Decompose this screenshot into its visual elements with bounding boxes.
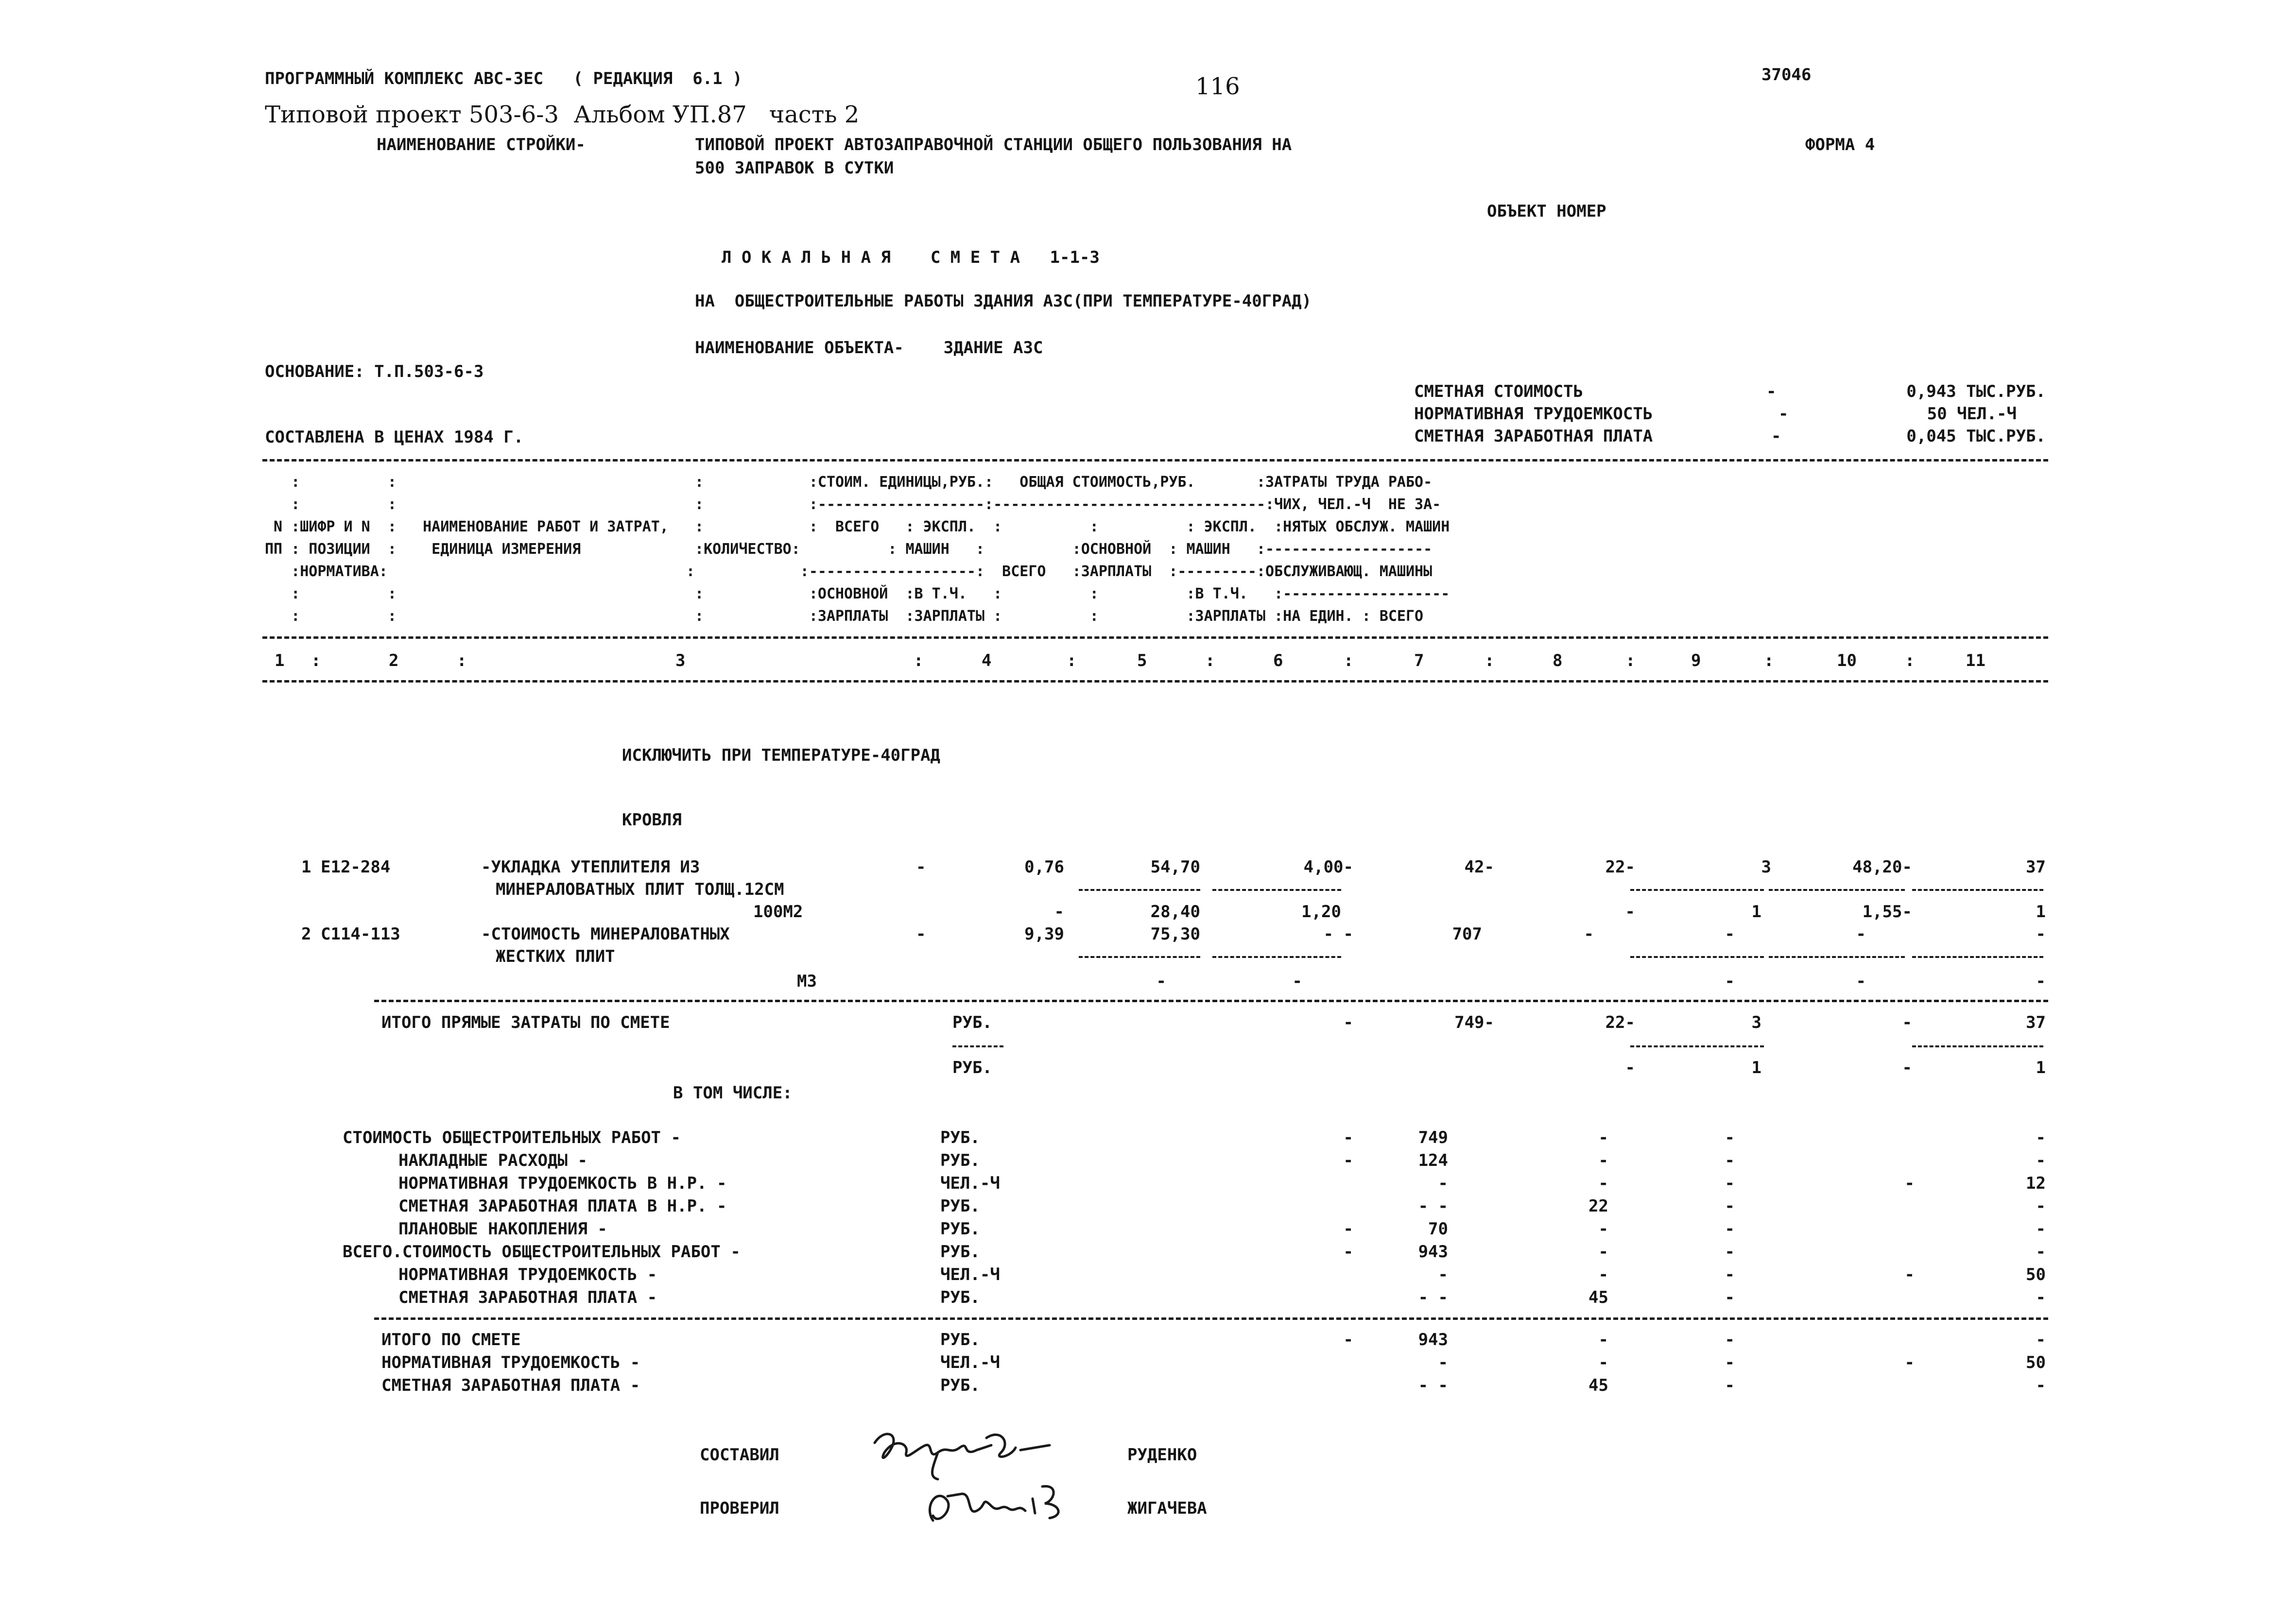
cost-machines: 3 [1751, 1013, 1761, 1032]
price-basis: СОСТАВЛЕНА В ЦЕНАХ 1984 Г. [265, 427, 524, 447]
work-name: ЖЕСТКИХ ПЛИТ [496, 947, 615, 966]
object-name: НАИМЕНОВАНИЕ ОБЪЕКТА- ЗДАНИЕ АЗС [695, 338, 1043, 358]
cost-wages: - [1598, 1128, 1608, 1147]
cost-machines: - [1725, 1288, 1735, 1307]
labor-total: - [2036, 1376, 2046, 1395]
cell: - [1343, 1330, 1353, 1350]
column-number: 3 [675, 651, 686, 670]
column-number: 4 [982, 651, 992, 670]
summary-sep: - [1778, 404, 1789, 424]
page-number: 116 [1195, 73, 1240, 100]
cost-wages: - [1598, 1219, 1608, 1239]
software-line: ПРОГРАММНЫЙ КОМПЛЕКС АВС-ЗЕС ( РЕДАКЦИЯ 6.1 ) [265, 69, 742, 88]
subrule [952, 1045, 1003, 1047]
column-separator: : [1205, 651, 1215, 670]
column-number: 1 [275, 651, 285, 670]
section-roof: КРОВЛЯ [622, 810, 682, 830]
construction-name-line2: 500 ЗАПРАВОК В СУТКИ [695, 158, 894, 178]
unit-machines: 4,00- [1303, 857, 1353, 877]
subrule [1769, 889, 1905, 891]
column-number: 6 [1273, 651, 1283, 670]
unit-wages: 28,40 [1150, 902, 1200, 922]
table-top-rule [262, 459, 2048, 461]
row-label: НАКЛАДНЫЕ РАСХОДЫ - [398, 1151, 587, 1170]
cost-total: - - [1418, 1288, 1448, 1307]
cost-machines: - [1725, 924, 1735, 944]
header-bottom-rule [262, 636, 2048, 639]
basis: ОСНОВАНИЕ: Т.П.503-6-3 [265, 362, 484, 381]
cost-machines: - [1725, 1128, 1735, 1147]
cost-machine-wages: 1 [1751, 902, 1761, 922]
labor-total: - [2036, 1151, 2046, 1170]
row-number: 2 [301, 924, 311, 944]
labor-per-unit: - [1856, 924, 1866, 944]
column-separator: : [457, 651, 467, 670]
cost-total: - [1438, 1265, 1448, 1284]
header-line: ПП : ПОЗИЦИИ : ЕДИНИЦА ИЗМЕРЕНИЯ :КОЛИЧЕСТВО: : МАШИН : :ОСНОВНОЙ : МАШИН :------------------- [265, 541, 1433, 558]
row-label: НОРМАТИВНАЯ ТРУДОЕМКОСТЬ - [381, 1353, 640, 1372]
cost-wages: 45 [1588, 1288, 1608, 1307]
construction-name-line1: ТИПОВОЙ ПРОЕКТ АВТОЗАПРАВОЧНОЙ СТАНЦИИ ОБЩЕГО ПОЛЬЗОВАНИЯ НА [695, 135, 1292, 154]
labor-total: 37 [2026, 857, 2046, 877]
column-separator: : [1485, 651, 1495, 670]
unit: РУБ. [940, 1288, 980, 1307]
numbers-bottom-rule [262, 680, 2048, 683]
unit: РУБ. [952, 1013, 992, 1032]
cost-total: 749 [1418, 1128, 1448, 1147]
row-label: НОРМАТИВНАЯ ТРУДОЕМКОСТЬ - [398, 1265, 657, 1284]
labor-total: - [2036, 1330, 2046, 1350]
cost-wages: - [1625, 1058, 1635, 1077]
cost-machines: - [1725, 1219, 1735, 1239]
cost-machines: - [1725, 1174, 1735, 1193]
cost-wages: - [1598, 1151, 1608, 1170]
unit: ЧЕЛ.-Ч [940, 1353, 1000, 1372]
header-line: N :ШИФР И N : НАИМЕНОВАНИЕ РАБОТ И ЗАТРАТ, : : ВСЕГО : ЭКСПЛ. : : : ЭКСПЛ. :НЯТЫХ ОБСЛУЖ. МАШИН [265, 518, 1450, 535]
work-name: -УКЛАДКА УТЕПЛИТЕЛЯ ИЗ [481, 857, 700, 877]
cost-machines: - [1725, 1151, 1735, 1170]
column-number: 7 [1414, 651, 1424, 670]
document-title: Л О К А Л Ь Н А Я С М Е Т А 1-1-3 [722, 248, 1100, 267]
row-label: ПЛАНОВЫЕ НАКОПЛЕНИЯ - [398, 1219, 607, 1239]
labor-total: - [2036, 1128, 2046, 1147]
cost-total: - - [1418, 1196, 1448, 1216]
summary-label: СМЕТНАЯ ЗАРАБОТНАЯ ПЛАТА [1414, 427, 1653, 446]
cost-machines: - [1725, 1376, 1735, 1395]
quantity: 9,39 [1024, 924, 1064, 944]
cell: - [1343, 1151, 1353, 1170]
header-line: : : : :ОСНОВНОЙ :В Т.Ч. : : :В Т.Ч. :------------------- [265, 585, 1450, 602]
row-label: СМЕТНАЯ ЗАРАБОТНАЯ ПЛАТА - [381, 1376, 640, 1395]
direct-costs-label: ИТОГО ПРЯМЫЕ ЗАТРАТЫ ПО СМЕТЕ [381, 1013, 670, 1032]
unit-wages: - [1156, 972, 1166, 991]
subrule [1212, 956, 1341, 958]
cost-total: 124 [1418, 1151, 1448, 1170]
cell: - [1343, 1219, 1353, 1239]
quantity: 0,76 [1024, 857, 1064, 877]
row-label: СМЕТНАЯ ЗАРАБОТНАЯ ПЛАТА В Н.Р. - [398, 1196, 727, 1216]
compiled-label: СОСТАВИЛ [700, 1445, 779, 1465]
column-separator: : [1344, 651, 1354, 670]
document-number: 37046 [1761, 65, 1812, 85]
unit: РУБ. [940, 1219, 980, 1239]
header-line: : : : :ЗАРПЛАТЫ :ЗАРПЛАТЫ : : :ЗАРПЛАТЫ :НА ЕДИН. : ВСЕГО [265, 608, 1424, 625]
labor-per-unit: - [1904, 1265, 1915, 1284]
summary-value: 0,943 ТЫС.РУБ. [1906, 382, 2046, 401]
subrule [1769, 956, 1905, 958]
unit: РУБ. [940, 1196, 980, 1216]
unit: ЧЕЛ.-Ч [940, 1174, 1000, 1193]
cost-total: 943 [1418, 1330, 1448, 1350]
cost-wages: 22 [1588, 1196, 1608, 1216]
subrule [1912, 956, 2043, 958]
unit-machines: - - [1323, 924, 1353, 944]
labor-per-unit: - [1856, 972, 1866, 991]
column-number: 2 [389, 651, 399, 670]
cost-wages: - [1625, 902, 1635, 922]
norm-code: Е12-284 [321, 857, 391, 877]
cost-total: 943 [1418, 1242, 1448, 1262]
project-line: Типовой проект 503-6-3 Альбом УП.87 часть 2 [265, 101, 860, 128]
subrule [1212, 889, 1341, 891]
form-label: ФОРМА 4 [1805, 135, 1875, 154]
column-separator: : [1067, 651, 1077, 670]
header-line: :НОРМАТИВА: : :-------------------: ВСЕГО :ЗАРПЛАТЫ :---------:ОБСЛУЖИВАЮЩ. МАШИНЫ [265, 563, 1433, 580]
unit: РУБ. [940, 1242, 980, 1262]
summary-sep: - [1766, 382, 1777, 401]
cost-total: - [1438, 1174, 1448, 1193]
unit: М3 [797, 972, 817, 991]
unit-machine-wages: 1,20 [1301, 902, 1341, 922]
cost-machines: - [1725, 1353, 1735, 1372]
labor-total: - [2036, 1196, 2046, 1216]
subrule [1912, 889, 2043, 891]
cost-machines: - [1725, 1242, 1735, 1262]
cost-total: 70 [1428, 1219, 1448, 1239]
labor-total: - [2036, 1288, 2046, 1307]
checked-name: ЖИГАЧЕВА [1127, 1499, 1207, 1518]
cost-total: 42- [1464, 857, 1494, 877]
breakdown-bottom-rule [374, 1317, 2048, 1320]
row-label: СМЕТНАЯ ЗАРАБОТНАЯ ПЛАТА - [398, 1288, 657, 1307]
row-label: ИТОГО ПО СМЕТЕ [381, 1330, 521, 1350]
labor-total: 1 [2036, 1058, 2046, 1077]
column-separator: : [1625, 651, 1636, 670]
row-label: ВСЕГО.СТОИМОСТЬ ОБЩЕСТРОИТЕЛЬНЫХ РАБОТ - [343, 1242, 741, 1262]
cost-machines: - [1725, 1265, 1735, 1284]
norm-code: С114-113 [321, 924, 400, 944]
column-separator: : [914, 651, 924, 670]
cost-total: 749- [1454, 1013, 1494, 1032]
labor-total: 37 [2026, 1013, 2046, 1032]
labor-per-unit: - [1904, 1174, 1915, 1193]
work-name: -СТОИМОСТЬ МИНЕРАЛОВАТНЫХ [481, 924, 730, 944]
unit: РУБ. [940, 1128, 980, 1147]
column-number: 5 [1137, 651, 1147, 670]
work-name: МИНЕРАЛОВАТНЫХ ПЛИТ ТОЛЩ.12СМ [496, 880, 784, 899]
labor-total: - [2036, 1219, 2046, 1239]
cost-wages: - [1598, 1330, 1608, 1350]
cell: - [1343, 1242, 1353, 1262]
unit: 100М2 [753, 902, 803, 922]
labor-total: 12 [2026, 1174, 2046, 1193]
cost-wages: 22- [1605, 1013, 1635, 1032]
labor-total: 1 [2036, 902, 2046, 922]
cost-wages: - [1598, 1242, 1608, 1262]
summary-value: 0,045 ТЫС.РУБ. [1906, 427, 2046, 446]
column-number: 10 [1837, 651, 1857, 670]
column-separator: : [1905, 651, 1915, 670]
checked-label: ПРОВЕРИЛ [700, 1499, 779, 1518]
unit: РУБ. [940, 1151, 980, 1170]
row-label: СТОИМОСТЬ ОБЩЕСТРОИТЕЛЬНЫХ РАБОТ - [343, 1128, 681, 1147]
row-number: 1 [301, 857, 311, 877]
labor-total: - [2036, 924, 2046, 944]
dash-mark: - [916, 857, 926, 877]
cell: - [1343, 1128, 1353, 1147]
column-number: 11 [1966, 651, 1985, 670]
cell: - [1343, 1013, 1353, 1032]
cost-wages: - [1584, 924, 1594, 944]
cost-wages: - [1598, 1353, 1608, 1372]
unit: ЧЕЛ.-Ч [940, 1265, 1000, 1284]
cost-machine-wages: 1 [1751, 1058, 1761, 1077]
object-number: ОБЪЕКТ НОМЕР [1487, 202, 1606, 221]
unit: РУБ. [940, 1376, 980, 1395]
unit-total: 54,70 [1150, 857, 1200, 877]
cost-machines: 3 [1761, 857, 1771, 877]
labor-per-unit: - [1902, 1013, 1912, 1032]
cost-total: 707 [1452, 924, 1482, 944]
cost-wages: - [1598, 1174, 1608, 1193]
column-number: 8 [1553, 651, 1563, 670]
cost-machines: - [1725, 1330, 1735, 1350]
cost-machines: - [1725, 1196, 1735, 1216]
unit-total: 75,30 [1150, 924, 1200, 944]
column-separator: : [1764, 651, 1774, 670]
signature-compiled [865, 1423, 1088, 1482]
cost-wages: 22- [1605, 857, 1635, 877]
labor-per-unit: - [1904, 1353, 1915, 1372]
signature-checked [918, 1477, 1093, 1535]
quantity: - [1054, 902, 1064, 922]
including-label: В ТОМ ЧИСЛЕ: [673, 1083, 793, 1103]
subrule [1630, 889, 1764, 891]
row-label: НОРМАТИВНАЯ ТРУДОЕМКОСТЬ В Н.Р. - [398, 1174, 727, 1193]
labor-total: - [2036, 1242, 2046, 1262]
labor-per-unit: - [1902, 1058, 1912, 1077]
cost-total: - - [1418, 1376, 1448, 1395]
summary-label: НОРМАТИВНАЯ ТРУДОЕМКОСТЬ [1414, 404, 1653, 424]
summary-sep: - [1771, 427, 1781, 446]
subrule [1079, 889, 1200, 891]
dash-mark: - [916, 924, 926, 944]
labor-total: - [2036, 972, 2046, 991]
subrule [1912, 1045, 2043, 1047]
unit: РУБ. [952, 1058, 992, 1077]
cost-machine-wages: - [1725, 972, 1735, 991]
subrule [1630, 1045, 1764, 1047]
header-line: : : : :-------------------:-------------------------------:ЧИХ, ЧЕЛ.-Ч НЕ ЗА- [265, 496, 1441, 513]
labor-total: 50 [2026, 1353, 2046, 1372]
column-number: 9 [1691, 651, 1701, 670]
subrule [1630, 956, 1764, 958]
document-subtitle: НА ОБЩЕСТРОИТЕЛЬНЫЕ РАБОТЫ ЗДАНИЯ АЗС(ПРИ ТЕМПЕРАТУРЕ-40ГРАД) [695, 291, 1312, 311]
cost-total: - [1438, 1353, 1448, 1372]
construction-label: НАИМЕНОВАНИЕ СТРОЙКИ- [377, 135, 586, 154]
cost-wages: - [1598, 1265, 1608, 1284]
cost-wages: 45 [1588, 1376, 1608, 1395]
summary-label: СМЕТНАЯ СТОИМОСТЬ [1414, 382, 1583, 401]
compiled-name: РУДЕНКО [1127, 1445, 1197, 1465]
labor-per-unit: 1,55- [1862, 902, 1912, 922]
items-bottom-rule [374, 1000, 2048, 1002]
column-separator: : [311, 651, 321, 670]
summary-value: 50 ЧЕЛ.-Ч [1927, 404, 2017, 424]
section-exclude: ИСКЛЮЧИТЬ ПРИ ТЕМПЕРАТУРЕ-40ГРАД [622, 746, 941, 765]
header-line: : : : :СТОИМ. ЕДИНИЦЫ,РУБ.: ОБЩАЯ СТОИМОСТЬ,РУБ. :ЗАТРАТЫ ТРУДА РАБО- [265, 474, 1433, 491]
subrule [1079, 956, 1200, 958]
unit-machine-wages: - [1292, 972, 1302, 991]
labor-total: 50 [2026, 1265, 2046, 1284]
unit: РУБ. [940, 1330, 980, 1350]
labor-per-unit: 48,20- [1852, 857, 1912, 877]
